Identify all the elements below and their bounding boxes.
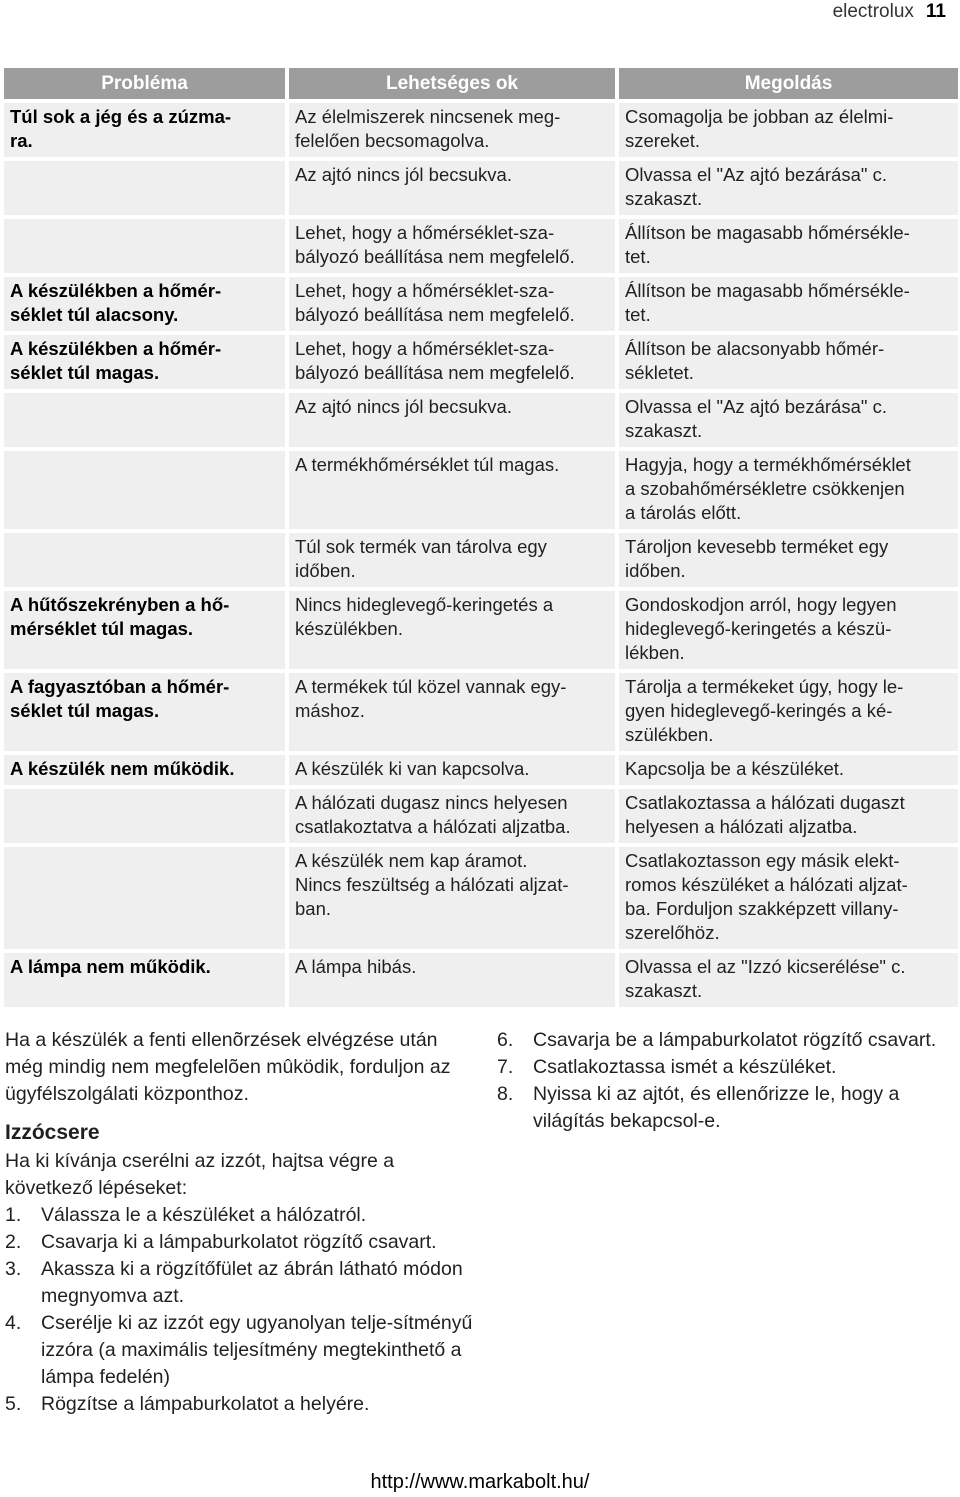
table-row [4, 391, 958, 449]
table-row [4, 589, 958, 671]
step-number: 6. [497, 1029, 514, 1051]
cell-cause: A termékhőmérséklet túl magas. [287, 449, 617, 531]
cell-cause: Lehet, hogy a hőmérséklet-sza- bályozó beállítása nem megfelelő. [287, 275, 617, 333]
cell-cause: A készülék ki van kapcsolva. [287, 753, 617, 787]
cell-solution: Kapcsolja be a készüléket. [617, 753, 958, 787]
list-item [5, 1310, 475, 1391]
right-column [497, 1027, 957, 1135]
cell-problem: Túl sok a jég és a zúzma- ra. [4, 101, 287, 159]
cell-solution: Állítson be magasabb hőmérsékle- tet. [617, 217, 958, 275]
step-number: 5. [5, 1393, 22, 1415]
cell-cause: A termékek túl közel vannak egy- máshoz. [287, 671, 617, 753]
cell-solution: Állítson be alacsonyabb hőmér- sékletet. [617, 333, 958, 391]
steps-list-left [5, 1202, 475, 1418]
cell-solution: Gondoskodjon arról, hogy legyen hideglevegő-keringetés a készü- lékben. [617, 589, 958, 671]
step-text: Akassza ki a rögzítőfület az ábrán látható módon megnyomva azt. [41, 1258, 463, 1307]
page-number: 11 [925, 1, 946, 22]
cell-solution: Csatlakoztasson egy másik elekt- romos készüléket a hálózati aljzat- ba. Forduljon szakképzett villany- szerelőhöz. [617, 845, 958, 951]
table-row [4, 217, 958, 275]
cell-problem: A fagyasztóban a hőmér- séklet túl magas. [4, 671, 287, 753]
page-header [833, 0, 946, 24]
table-row [4, 753, 958, 787]
cell-problem: A készülékben a hőmér- séklet túl magas. [4, 333, 287, 391]
table-row [4, 671, 958, 753]
table-body [4, 101, 958, 1007]
cell-cause: Túl sok termék van tárolva egy időben. [287, 531, 617, 589]
cell-solution: Csomagolja be jobban az élelmi- szereket. [617, 101, 958, 159]
cell-cause: A lámpa hibás. [287, 951, 617, 1007]
step-number: 7. [497, 1056, 514, 1078]
step-number: 4. [5, 1312, 22, 1334]
cell-cause: Az ajtó nincs jól becsukva. [287, 391, 617, 449]
footer-url: http://www.markabolt.hu/ [370, 1471, 590, 1493]
section-title-bulb-replacement: Izzócsere [5, 1121, 100, 1144]
cell-cause: Az élelmiszerek nincsenek meg- felelően becsomagolva. [287, 101, 617, 159]
step-text: Nyissa ki az ajtót, és ellenőrizze le, hogy a világítás bekapcsol-e. [533, 1083, 900, 1132]
troubleshooting-table [4, 68, 958, 1007]
list-item [5, 1391, 475, 1418]
cell-cause: Lehet, hogy a hőmérséklet-sza- bályozó beállítása nem megfelelő. [287, 333, 617, 391]
cell-problem [4, 845, 287, 951]
table-row [4, 787, 958, 845]
cell-problem [4, 159, 287, 217]
cell-problem [4, 787, 287, 845]
cell-solution: Olvassa el "Az ajtó bezárása" c. szakaszt. [617, 159, 958, 217]
brand-name: electrolux [832, 1, 914, 22]
step-number: 3. [5, 1258, 22, 1280]
cell-problem [4, 391, 287, 449]
cell-cause: A hálózati dugasz nincs helyesen csatlakoztatva a hálózati aljzatba. [287, 787, 617, 845]
list-item [497, 1054, 957, 1081]
section-intro-text: Ha ki kívánja cserélni az izzót, hajtsa végre a következő lépéseket: [5, 1150, 395, 1199]
cell-cause: Lehet, hogy a hőmérséklet-sza- bályozó beállítása nem megfelelő. [287, 217, 617, 275]
cell-problem: A készülékben a hőmér- séklet túl alacsony. [4, 275, 287, 333]
table-row [4, 449, 958, 531]
cell-solution: Olvassa el az "Izzó kicserélése" c. szakaszt. [617, 951, 958, 1007]
cell-solution: Tároljon kevesebb terméket egy időben. [617, 531, 958, 589]
column-header-cause: Lehetséges ok [287, 68, 617, 101]
step-text: Cserélje ki az izzót egy ugyanolyan telje-sítményű izzóra (a maximális teljesítmény megtekinthető a lámpa fedelén) [41, 1312, 473, 1388]
cell-problem [4, 449, 287, 531]
cell-problem: A készülék nem működik. [4, 753, 287, 787]
cell-problem: A lámpa nem működik. [4, 951, 287, 1007]
list-item [497, 1081, 957, 1135]
column-header-solution: Megoldás [617, 68, 958, 101]
list-item [5, 1256, 475, 1310]
cell-cause: Nincs hideglevegő-keringetés a készülékben. [287, 589, 617, 671]
column-header-problem: Probléma [4, 68, 287, 101]
steps-list-right [497, 1027, 957, 1135]
cell-solution: Olvassa el "Az ajtó bezárása" c. szakaszt. [617, 391, 958, 449]
table-header-row [4, 68, 958, 101]
cell-solution: Tárolja a termékeket úgy, hogy le- gyen hideglevegő-keringés a ké- szülékben. [617, 671, 958, 753]
table-row [4, 275, 958, 333]
cell-problem: A hűtőszekrényben a hő- mérséklet túl magas. [4, 589, 287, 671]
left-column [5, 1027, 475, 1418]
table-row [4, 951, 958, 1007]
list-item [497, 1027, 957, 1054]
step-text: Csavarja ki a lámpaburkolatot rögzítő csavart. [41, 1231, 437, 1253]
step-number: 2. [5, 1231, 22, 1253]
cell-solution: Csatlakoztassa a hálózati dugaszt helyesen a hálózati aljzatba. [617, 787, 958, 845]
list-item [5, 1229, 475, 1256]
table-row [4, 845, 958, 951]
step-text: Csavarja be a lámpaburkolatot rögzítő csavart. [533, 1029, 937, 1051]
cell-cause: A készülék nem kap áramot. Nincs feszültség a hálózati aljzat- ban. [287, 845, 617, 951]
table-row [4, 531, 958, 589]
bottom-section [0, 1027, 960, 1457]
service-intro-text: Ha a készülék a fenti ellenõrzések elvégzése után még mindig nem megfelelõen mûködik, forduljon az ügyfélszolgálati központhoz. [5, 1029, 451, 1105]
list-item [5, 1202, 475, 1229]
step-text: Csatlakoztassa ismét a készüléket. [533, 1056, 837, 1078]
step-text: Válassza le a készüléket a hálózatról. [41, 1204, 367, 1226]
table-row [4, 101, 958, 159]
cell-cause: Az ajtó nincs jól becsukva. [287, 159, 617, 217]
cell-problem [4, 217, 287, 275]
step-text: Rögzítse a lámpaburkolatot a helyére. [41, 1393, 370, 1415]
cell-problem [4, 531, 287, 589]
cell-solution: Hagyja, hogy a termékhőmérséklet a szobahőmérsékletre csökkenjen a tárolás előtt. [617, 449, 958, 531]
cell-solution: Állítson be magasabb hőmérsékle- tet. [617, 275, 958, 333]
table-row [4, 159, 958, 217]
step-number: 1. [5, 1204, 22, 1226]
step-number: 8. [497, 1083, 514, 1105]
table-row [4, 333, 958, 391]
